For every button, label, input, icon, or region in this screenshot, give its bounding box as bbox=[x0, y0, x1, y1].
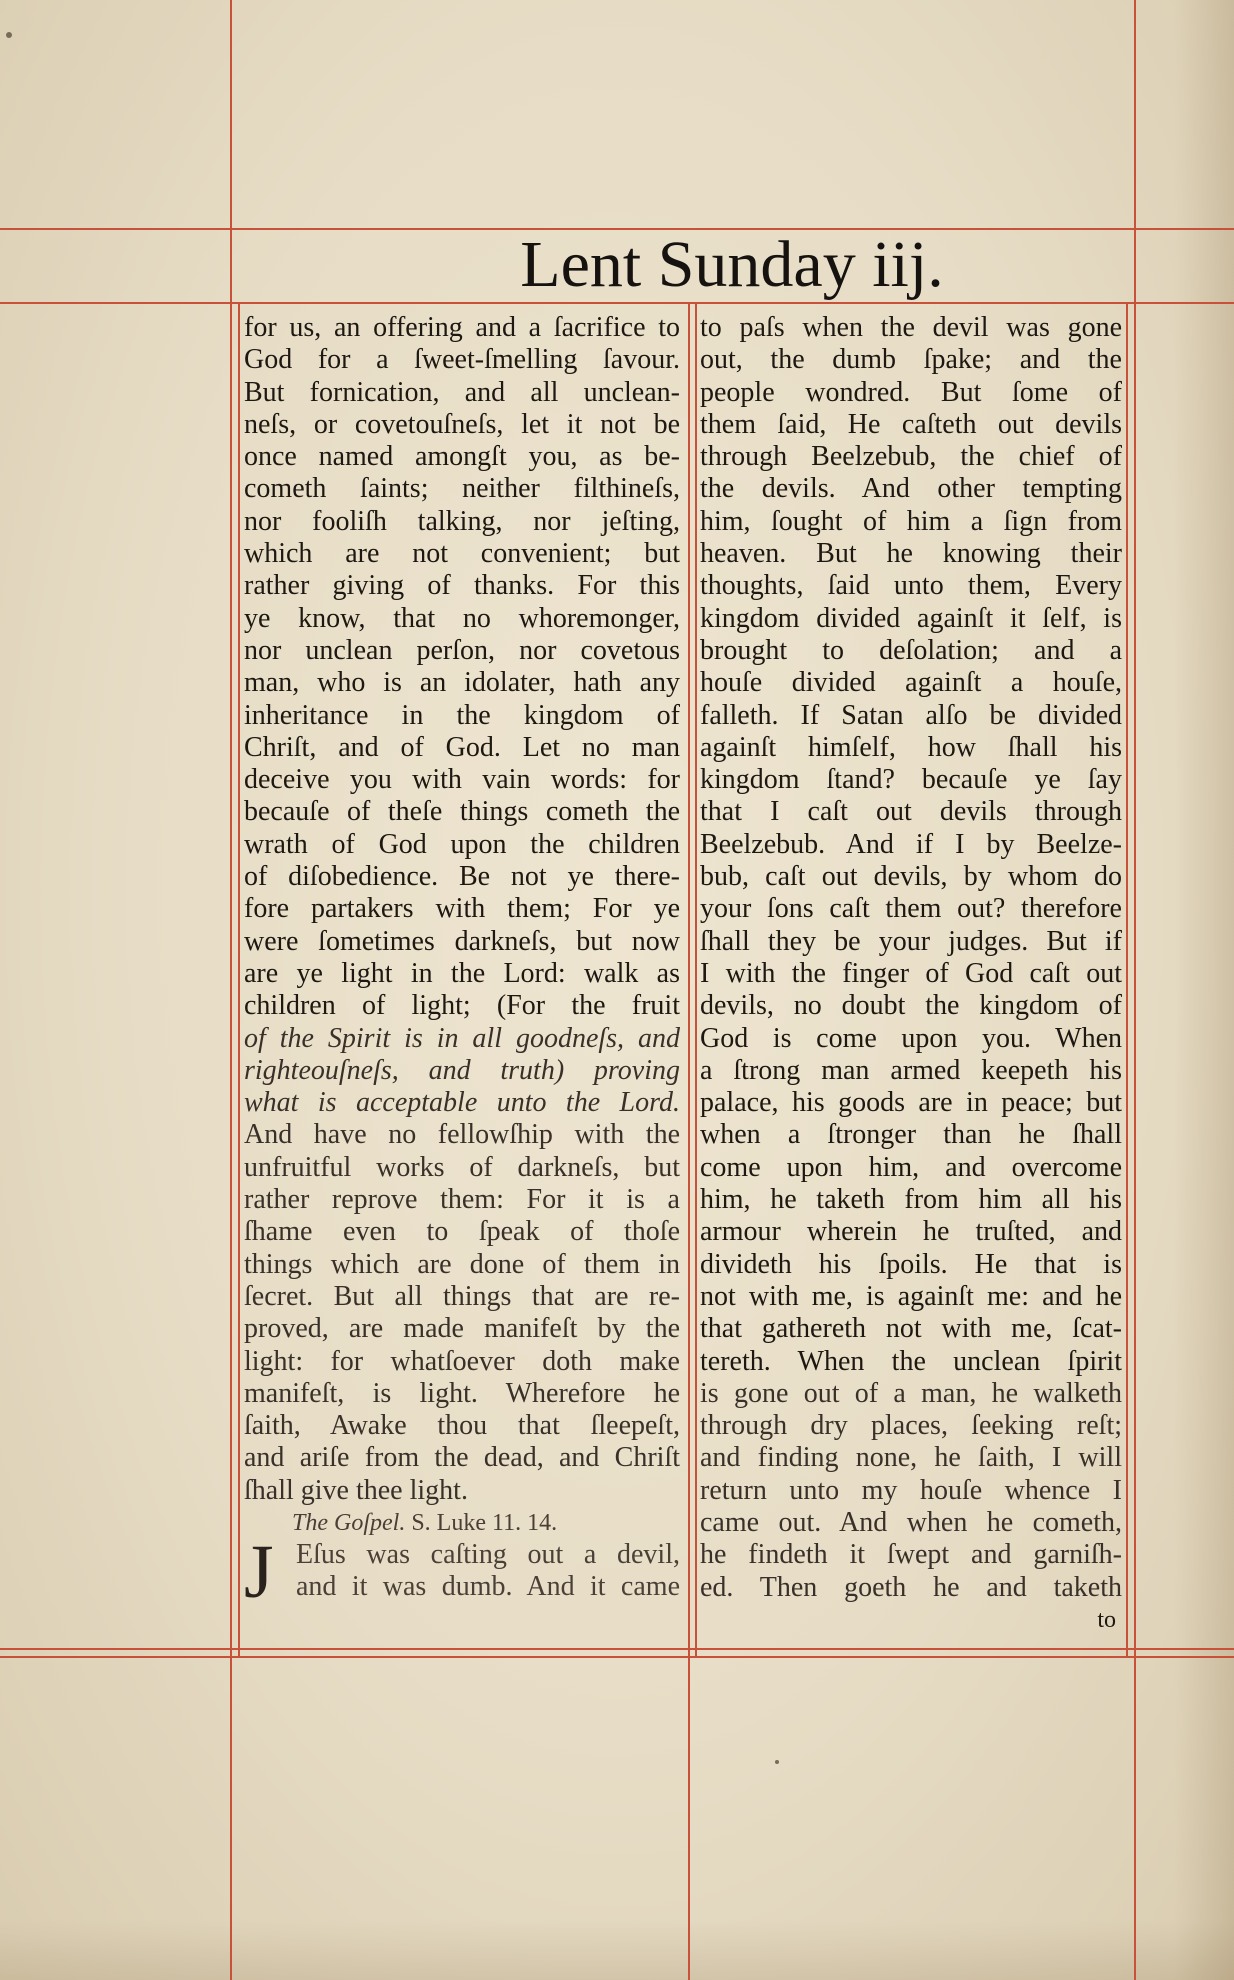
text-line: Chriſt, and of God. Let no man bbox=[244, 731, 680, 763]
text-line: what is acceptable unto the Lord. bbox=[244, 1087, 680, 1119]
text-line: devils, no doubt the kingdom of bbox=[700, 990, 1122, 1022]
text-line: ed. Then goeth he and taketh bbox=[700, 1571, 1122, 1603]
text-line: that I caſt out devils through bbox=[700, 796, 1122, 828]
rule-column-divider bbox=[688, 302, 690, 1980]
gospel-heading bbox=[244, 1507, 680, 1539]
text-line: becauſe of theſe things cometh the bbox=[244, 796, 680, 828]
rule-bottom-margin bbox=[0, 1656, 1234, 1658]
text-line: of diſobedience. Be not ye there- bbox=[244, 861, 680, 893]
rule-left-text bbox=[238, 302, 240, 1658]
gospel-title: The Goſpel. bbox=[292, 1509, 406, 1536]
paper-speck bbox=[6, 32, 12, 38]
gospel-opening bbox=[244, 1529, 680, 1614]
text-line: rather giving of thanks. For this bbox=[244, 570, 680, 602]
text-line: came out. And when he cometh, bbox=[700, 1506, 1122, 1538]
text-line: things which are done of them in bbox=[244, 1248, 680, 1280]
rule-below-title bbox=[0, 302, 1234, 304]
catchword: to bbox=[1097, 1606, 1116, 1633]
text-line: a ſtrong man armed keepeth his bbox=[700, 1054, 1122, 1086]
text-line: I with the finger of God caſt out bbox=[700, 957, 1122, 989]
rule-column-divider-2 bbox=[695, 302, 697, 1658]
text-line: rather reprove them: For it is a bbox=[244, 1184, 680, 1216]
text-line: ſecret. But all things that are re- bbox=[244, 1280, 680, 1312]
text-line: manifeſt, is light. Wherefore he bbox=[244, 1377, 680, 1409]
text-line: for us, an offering and a ſacrifice to bbox=[244, 312, 680, 343]
text-line: are ye light in the Lord: walk as bbox=[244, 957, 680, 989]
text-line: deceive you with vain words: for bbox=[244, 764, 680, 796]
text-line: and ariſe from the dead, and Chriſt bbox=[244, 1442, 680, 1474]
text-line: God is come upon you. When bbox=[700, 1022, 1122, 1054]
text-line: againſt himſelf, how ſhall his bbox=[700, 731, 1122, 763]
text-line: armour wherein he truſted, and bbox=[700, 1216, 1122, 1248]
rule-right-text bbox=[1126, 302, 1128, 1658]
text-line: not with me, is againſt me: and he bbox=[700, 1280, 1122, 1312]
text-line: through Beelzebub, the chief of bbox=[700, 441, 1122, 473]
text-line: your ſons caſt them out? therefore bbox=[700, 893, 1122, 925]
text-line: tereth. When the unclean ſpirit bbox=[700, 1345, 1122, 1377]
paper-speck bbox=[775, 1760, 779, 1764]
rule-bottom-text bbox=[0, 1648, 1234, 1650]
gospel-reference: S. Luke 11. 14. bbox=[411, 1509, 558, 1536]
text-line: when a ſtronger than he ſhall bbox=[700, 1119, 1122, 1151]
text-line: him, he taketh from him all his bbox=[700, 1184, 1122, 1216]
text-line: brought to deſolation; and a bbox=[700, 634, 1122, 666]
text-line: ſhame even to ſpeak of thoſe bbox=[244, 1216, 680, 1248]
text-line: and finding none, he ſaith, I will bbox=[700, 1442, 1122, 1474]
text-line: unfruitful works of darkneſs, but bbox=[244, 1151, 680, 1183]
text-line: ſhall they be your judges. But if bbox=[700, 925, 1122, 957]
text-line: were ſometimes darkneſs, but now bbox=[244, 925, 680, 957]
text-line: inheritance in the kingdom of bbox=[244, 699, 680, 731]
page-bottom-shadow bbox=[0, 1920, 1234, 1980]
text-line: Beelzebub. And if I by Beelze- bbox=[700, 828, 1122, 860]
text-line: righteouſneſs, and truth) proving bbox=[244, 1054, 680, 1086]
text-line: ye know, that no whoremonger, bbox=[244, 602, 680, 634]
text-line: once named amongſt you, as be- bbox=[244, 441, 680, 473]
text-line: which are not convenient; but bbox=[244, 538, 680, 570]
text-line: he findeth it ſwept and garniſh- bbox=[700, 1539, 1122, 1571]
text-line: thoughts, ſaid unto them, Every bbox=[700, 570, 1122, 602]
text-line: out, the dumb ſpake; and the bbox=[700, 344, 1122, 376]
text-line: people wondred. But ſome of bbox=[700, 376, 1122, 408]
text-line: children of light; (For the fruit bbox=[244, 990, 680, 1022]
left-text-column bbox=[244, 312, 680, 1614]
text-line: neſs, or covetouſneſs, let it not be bbox=[244, 408, 680, 440]
text-line: houſe divided againſt a houſe, bbox=[700, 667, 1122, 699]
text-line: nor unclean perſon, nor covetous bbox=[244, 634, 680, 666]
text-line: that gathereth not with me, ſcat- bbox=[700, 1313, 1122, 1345]
text-line: heaven. But he knowing their bbox=[700, 538, 1122, 570]
text-line: But fornication, and all unclean- bbox=[244, 376, 680, 408]
text-line: And have no fellowſhip with the bbox=[244, 1119, 680, 1151]
text-line: Eſus was caſting out a devil, bbox=[296, 1538, 680, 1570]
drop-cap: J bbox=[244, 1529, 274, 1614]
text-line: ſaith, Awake thou that ſleepeſt, bbox=[244, 1410, 680, 1442]
text-line: them ſaid, He caſteth out devils bbox=[700, 408, 1122, 440]
text-line: light: for whatſoever doth make bbox=[244, 1345, 680, 1377]
text-line: through dry places, ſeeking reſt; bbox=[700, 1410, 1122, 1442]
text-line: of the Spirit is in all goodneſs, and bbox=[244, 1022, 680, 1054]
text-line: and it was dumb. And it came bbox=[296, 1571, 680, 1603]
text-line: come upon him, and overcome bbox=[700, 1151, 1122, 1183]
text-line: God for a ſweet-ſmelling ſavour. bbox=[244, 344, 680, 376]
text-line: is gone out of a man, he walketh bbox=[700, 1377, 1122, 1409]
text-line: wrath of God upon the children bbox=[244, 828, 680, 860]
text-line: proved, are made manifeſt by the bbox=[244, 1313, 680, 1345]
text-line: divideth his ſpoils. He that is bbox=[700, 1248, 1122, 1280]
text-line: return unto my houſe whence I bbox=[700, 1474, 1122, 1506]
text-line: to paſs when the devil was gone bbox=[700, 312, 1122, 343]
text-line: palace, his goods are in peace; but bbox=[700, 1087, 1122, 1119]
text-line: nor fooliſh talking, nor jeſting, bbox=[244, 505, 680, 537]
right-text-column bbox=[700, 312, 1122, 1636]
text-line: bub, caſt out devils, by whom do bbox=[700, 861, 1122, 893]
text-line: the devils. And other tempting bbox=[700, 473, 1122, 505]
text-line: fore partakers with them; For ye bbox=[244, 893, 680, 925]
text-line: cometh ſaints; neither filthineſs, bbox=[244, 473, 680, 505]
running-title: Lent Sunday iij. bbox=[520, 228, 944, 301]
text-line: ſhall give thee light. bbox=[244, 1474, 468, 1506]
text-line: kingdom ſtand? becauſe ye ſay bbox=[700, 764, 1122, 796]
text-line: man, who is an idolater, hath any bbox=[244, 667, 680, 699]
text-line: him, ſought of him a ſign from bbox=[700, 505, 1122, 537]
text-line: kingdom divided againſt it ſelf, is bbox=[700, 602, 1122, 634]
text-line: falleth. If Satan alſo be divided bbox=[700, 699, 1122, 731]
